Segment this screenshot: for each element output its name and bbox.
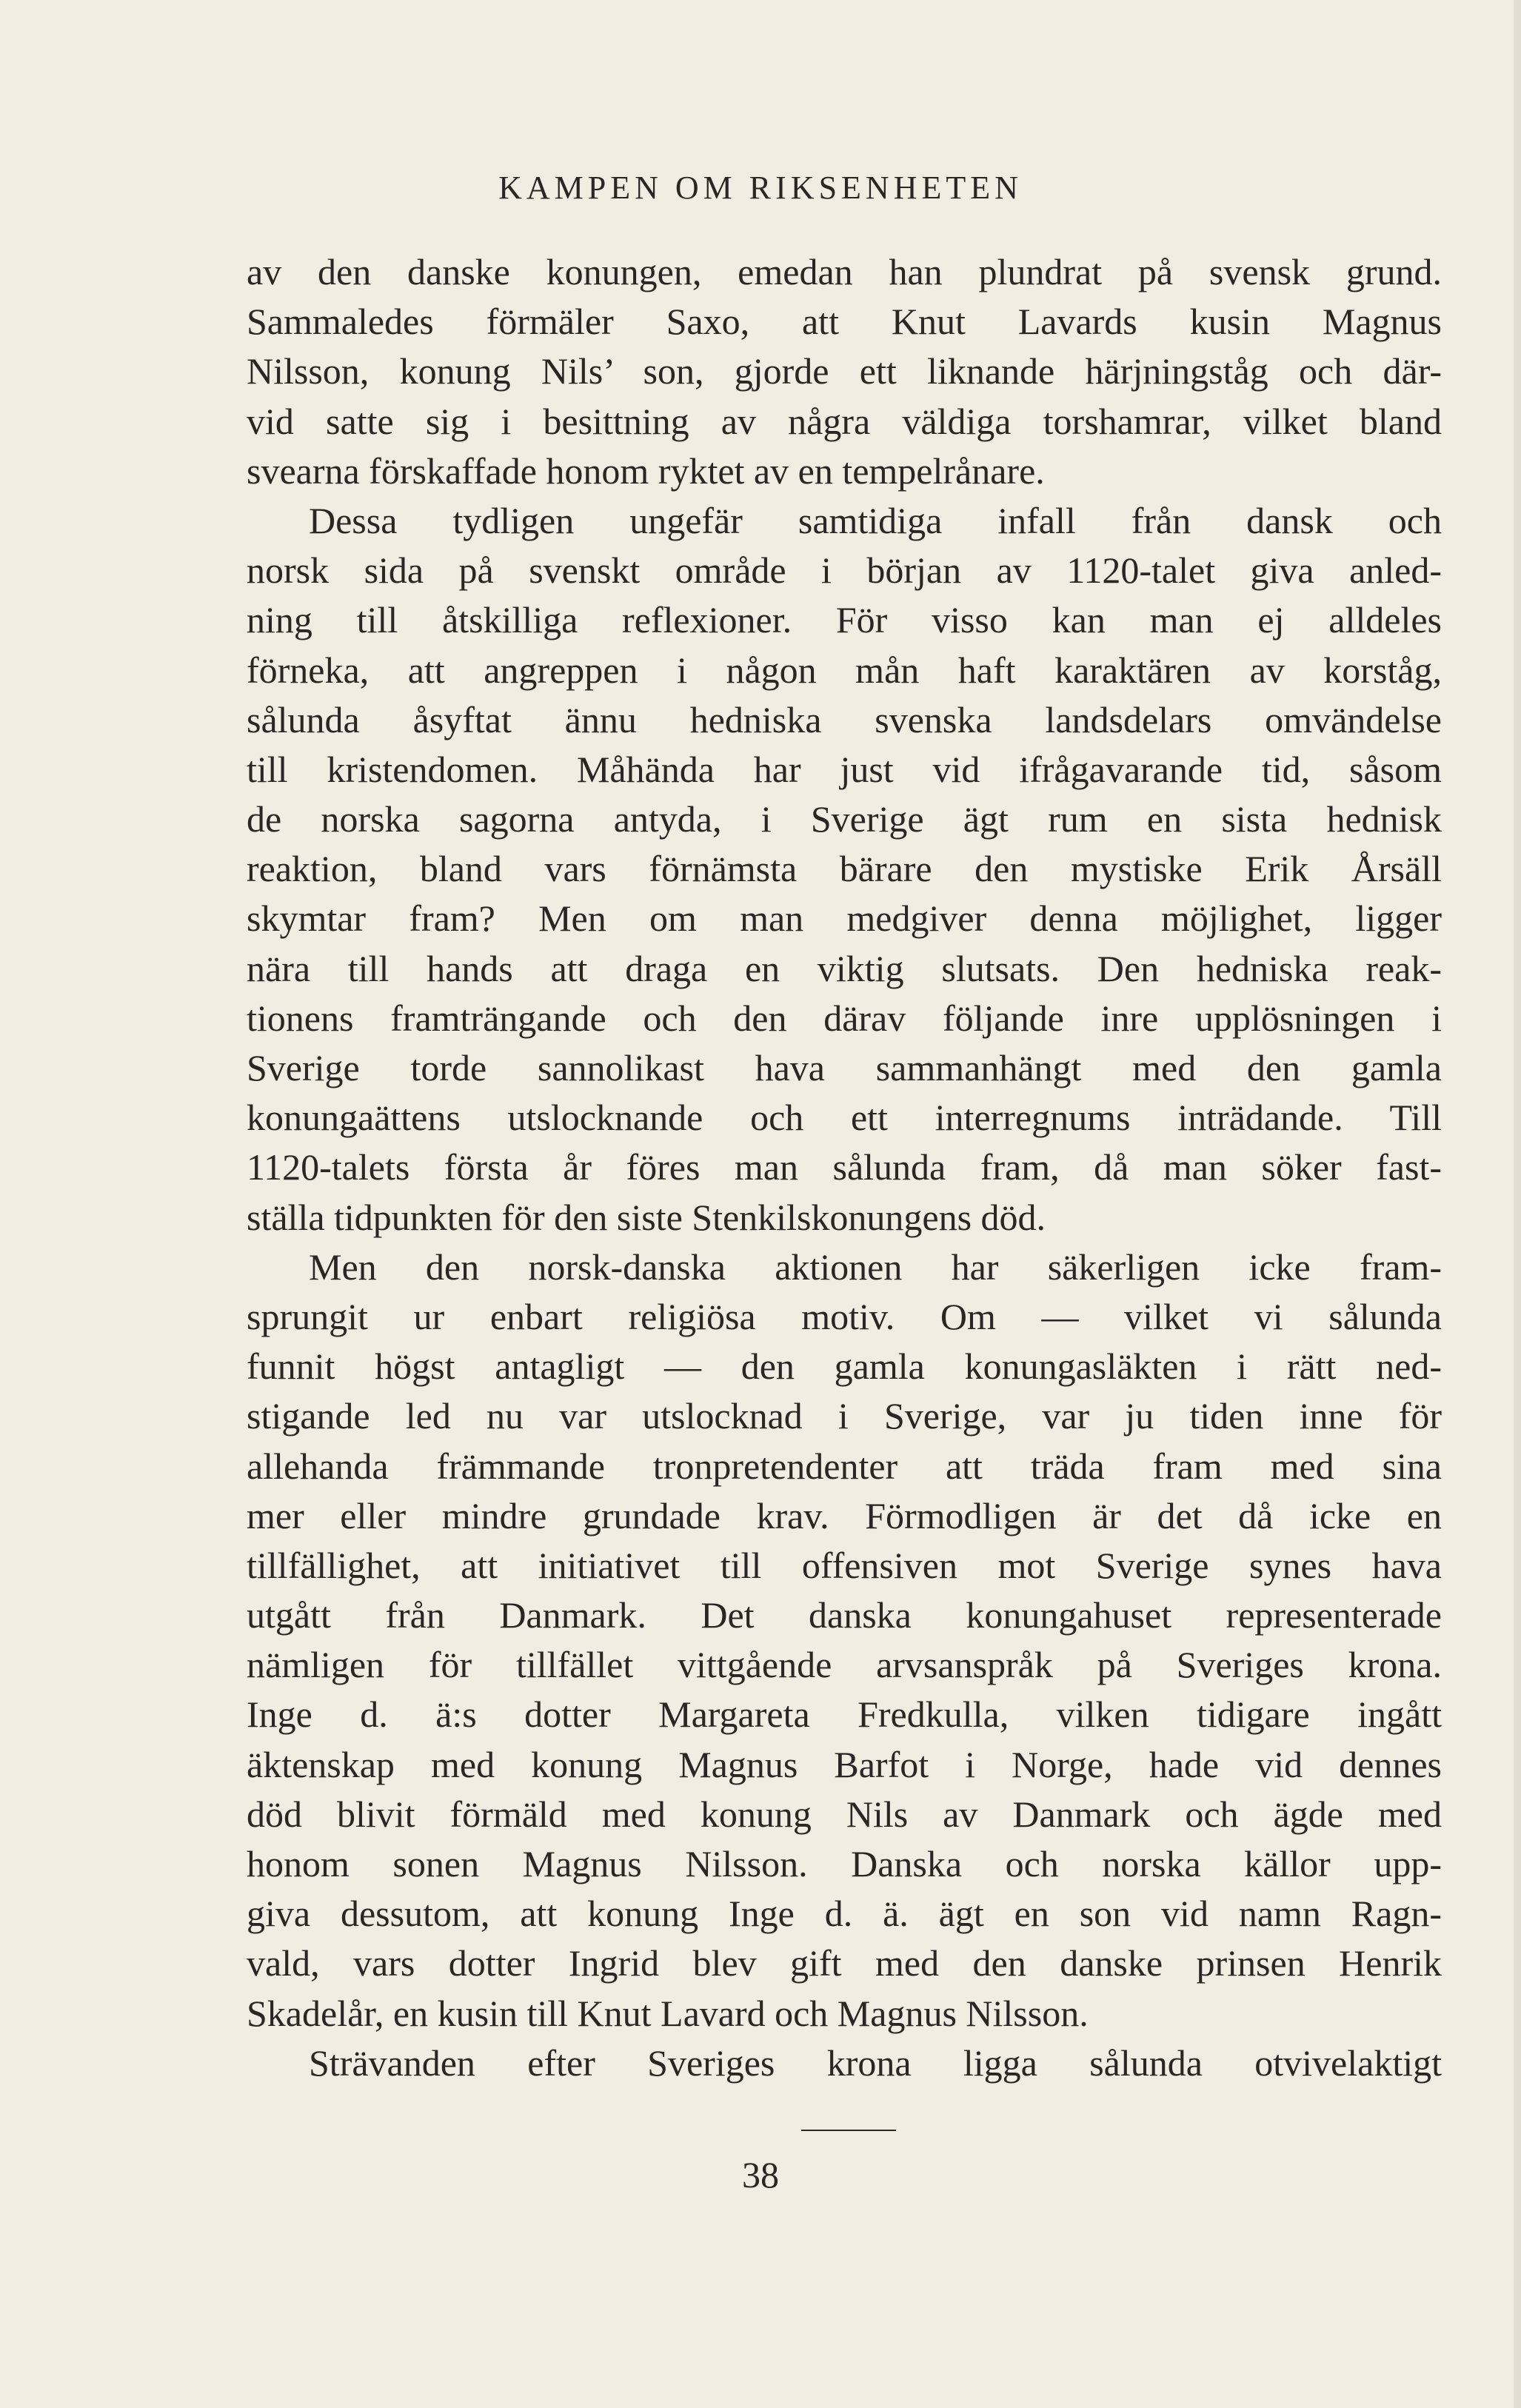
text-line: utgått från Danmark. Det danska konungahuset representerade (247, 1594, 1442, 1636)
text-line: nämligen för tillfället vittgående arvsanspråk på Sveriges krona. (247, 1644, 1442, 1686)
text-line: Sverige torde sannolikast hava sammanhängt med den gamla (247, 1047, 1442, 1088)
text-line: norsk sida på svenskt område i början av 1120-talet giva anled- (247, 549, 1442, 592)
text-line: tillfällighet, att initiativet till offensiven mot Sverige synes hava (247, 1544, 1442, 1586)
text-line: till kristendomen. Måhända har just vid ifrågavarande tid, såsom (247, 748, 1442, 790)
text-line: Dessa tydligen ungefär samtidiga infall från dansk och (309, 499, 1442, 541)
page-number: 38 (742, 2154, 779, 2195)
text-line: 1120-talets första år föres man sålunda fram, då man söker fast- (247, 1146, 1442, 1188)
text-line: stigande led nu var utslocknad i Sverige, var ju tiden inne för (247, 1395, 1442, 1437)
text-line: Men den norsk-danska aktionen har säkerligen icke fram- (309, 1245, 1442, 1288)
page-edge (1514, 0, 1521, 2408)
text-line: vid satte sig i besittning av några väldiga torshamrar, vilket bland (247, 400, 1442, 442)
text-line: ställa tidpunkten för den siste Stenkilskonungens död. (247, 1196, 1046, 1238)
text-line: reaktion, bland vars förnämsta bärare den mystiske Erik Årsäll (247, 848, 1442, 890)
text-line: förneka, att angreppen i någon mån haft karaktären av korståg, (247, 649, 1442, 691)
text-line: giva dessutom, att konung Inge d. ä. ägt en son vid namn Ragn- (247, 1893, 1442, 1935)
text-line: sprungit ur enbart religiösa motiv. Om — vilket vi sålunda (247, 1295, 1442, 1337)
text-line: Sammaledes förmäler Saxo, att Knut Lavards kusin Magnus (247, 301, 1442, 343)
text-line: sålunda åsyftat ännu hedniska svenska landsdelars omvändelse (247, 698, 1442, 740)
text-line: Inge d. ä:s dotter Margareta Fredkulla, vilken tidigare ingått (247, 1693, 1442, 1736)
text-line: de norska sagorna antyda, i Sverige ägt rum en sista hednisk (247, 798, 1442, 840)
text-line: tionens framträngande och den därav följande inre upplösningen i (247, 997, 1442, 1039)
text-line: ning till åtskilliga reflexioner. För visso kan man ej alldeles (247, 599, 1442, 641)
text-line: död blivit förmäld med konung Nils av Danmark och ägde med (247, 1793, 1442, 1835)
text-line: Nilsson, konung Nils’ son, gjorde ett liknande härjningståg och där- (247, 350, 1442, 392)
text-line: nära till hands att draga en viktig slutsats. Den hedniska reak- (247, 947, 1442, 989)
folio-rule (801, 2130, 896, 2131)
text-line: honom sonen Magnus Nilsson. Danska och norska källor upp- (247, 1843, 1442, 1884)
text-line: av den danske konungen, emedan han plundrat på svensk grund. (247, 251, 1442, 292)
text-line: Skadelår, en kusin till Knut Lavard och Magnus Nilsson. (247, 1992, 1089, 2034)
body-text (247, 247, 1442, 2088)
text-line: konungaättens utslocknande och ett interregnums inträdande. Till (247, 1097, 1442, 1139)
text-line: äktenskap med konung Magnus Barfot i Norge, hade vid dennes (247, 1743, 1442, 1785)
text-line: skymtar fram? Men om man medgiver denna möjlighet, ligger (247, 897, 1442, 940)
text-line: allehanda främmande tronpretendenter att träda fram med sina (247, 1445, 1442, 1487)
text-line: Strävanden efter Sveriges krona ligga sålunda otvivelaktigt (309, 2041, 1442, 2084)
text-line: mer eller mindre grundade krav. Förmodligen är det då icke en (247, 1494, 1442, 1536)
text-line: svearna förskaffade honom ryktet av en tempelrånare. (247, 449, 1045, 492)
running-title: KAMPEN OM RIKSENHETEN (498, 170, 1023, 206)
text-line: vald, vars dotter Ingrid blev gift med den danske prinsen Henrik (247, 1942, 1442, 1984)
text-line: funnit högst antagligt — den gamla konungasläkten i rätt ned- (247, 1345, 1442, 1388)
